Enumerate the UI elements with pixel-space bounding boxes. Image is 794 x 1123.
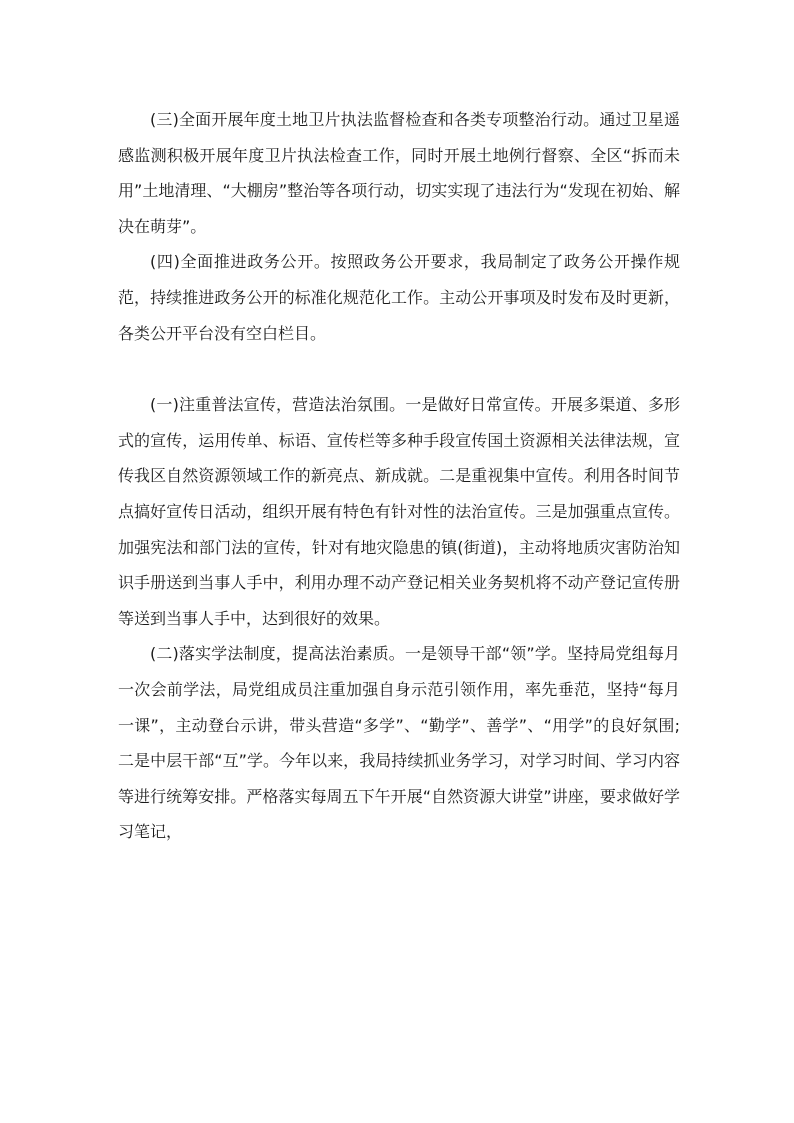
paragraph-law-publicity: (一)注重普法宣传，营造法治氛围。一是做好日常宣传。开展多渠道、多形式的宣传，运用传单、标语、宣传栏等多种手段宣传国土资源相关法律法规，宣传我区自然资源领域工作的新亮点、新成就。二是重视集中宣传。利用各时间节点搞好宣传日活动，组织开展有特色有针对性的法治宣传。三是加强重点宣传。加强宪法和部门法的宣传，针对有地灾隐患的镇(街道)，主动将地质灾害防治知识手册送到当事人手中，利用办理不动产登记相关业务契机将不动产登记宣传册等送到当事人手中，达到很好的效果。 (118, 395, 680, 628)
document-body (118, 102, 680, 850)
section-gap (118, 351, 680, 387)
paragraph-land-enforcement: (三)全面开展年度土地卫片执法监督检查和各类专项整治行动。通过卫星遥感监测积极开展年度卫片执法检查工作，同时开展土地例行督察、全区“拆而未用”土地清理、“大棚房”整治等各项行动，切实实现了违法行为“发现在初始、解决在萌芽”。 (118, 110, 680, 236)
paragraph-law-study-system: (二)落实学法制度，提高法治素质。一是领导干部“领”学。坚持局党组每月一次会前学法，局党组成员注重加强自身示范引领作用，率先垂范，坚持“每月一课”，主动登台示讲，带头营造“多学”、“勤学”、善学”、“用学”的良好氛围;二是中层干部“互”学。今年以来，我局持续抓业务学习，对学习时间、学习内容等进行统筹安排。严格落实每周五下午开展“自然资源大讲堂”讲座，要求做好学习笔记， (118, 644, 680, 842)
paragraph-government-affairs-disclosure: (四)全面推进政务公开。按照政务公开要求，我局制定了政务公开操作规范，持续推进政务公开的标准化规范化工作。主动公开事项及时发布及时更新，各类公开平台没有空白栏目。 (118, 252, 680, 343)
